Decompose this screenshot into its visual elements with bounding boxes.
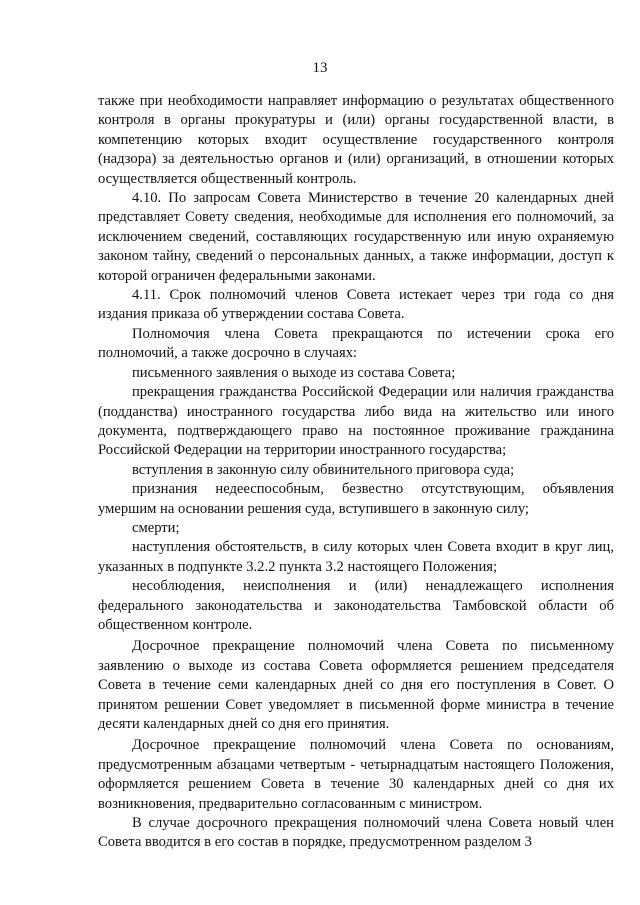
document-body xyxy=(98,92,614,853)
list-item-written-statement: письменного заявления о выходе из состава Совета; xyxy=(132,364,456,381)
list-item-noncompliance: несоблюдения, неисполнения и (или) ненадлежащего исполнения федерального законодательства и законодательства Тамбовской области об общественном контроле. xyxy=(98,578,614,633)
list-item-incapacity: признания недееспособным, безвестно отсутствующим, объявления умершим на основании решения суда, вступившего в законную силу; xyxy=(98,481,614,517)
paragraph-continuation: также при необходимости направляет информацию о результатах общественного контроля в органы прокуратуры и (или) органы государственной власти, в компетенцию которых входит осуществление государственного контроля (надзора) за деятельностью органов и (или) организаций, в отношении которых осуществляется общественный контроль. xyxy=(98,93,614,187)
list-item-circumstances: наступления обстоятельств, в силу которых член Совета входит в круг лиц, указанных в подпункте 3.2.2 пункта 3.2 настоящего Положения; xyxy=(98,539,614,575)
paragraph-early-termination-grounds: Досрочное прекращение полномочий члена Совета по основаниям, предусмотренным абзацами четвертым - четырнадцатым настоящего Положения, оформляется решением Совета в течение 30 календарных дней со дня их возникновения, предварительно согласованным с министром. xyxy=(98,737,614,812)
paragraph-4-11: 4.11. Срок полномочий членов Совета истекает через три года со дня издания приказа об утверждении состава Совета. xyxy=(98,287,614,323)
paragraph-early-termination-statement: Досрочное прекращение полномочий члена Совета по письменному заявлению о выходе из состава Совета оформляется решением председателя Совета в течение семи календарных дней со дня его поступления в Совет. О принятом решении Совет уведомляет в письменной форме министра в течение десяти календарных дней со дня его принятия. xyxy=(98,638,614,732)
paragraph-new-member: В случае досрочного прекращения полномочий члена Совета новый член Совета вводится в его состав в порядке, предусмотренном разделом 3 xyxy=(98,815,614,851)
list-item-citizenship: прекращения гражданства Российской Федерации или наличия гражданства (подданства) иностранного государства либо вида на жительство или иного документа, подтверждающего право на постоянное проживание гражданина Российской Федерации на территории иностранного государства; xyxy=(98,384,614,459)
list-item-conviction: вступления в законную силу обвинительного приговора суда; xyxy=(132,461,515,478)
paragraph-termination-intro: Полномочия члена Совета прекращаются по истечении срока его полномочий, а также досрочно в случаях: xyxy=(98,325,614,362)
list-item-death: смерти; xyxy=(132,519,180,536)
paragraph-4-10: 4.10. По запросам Совета Министерство в течение 20 календарных дней представляет Совету сведения, необходимые для исполнения его полномочий, за исключением сведений, составляющих государственную или иную охраняемую законом тайну, сведений о персональных данных, а также информации, доступ к которой ограничен федеральными законами. xyxy=(98,190,614,284)
page-number: 13 xyxy=(312,60,328,76)
